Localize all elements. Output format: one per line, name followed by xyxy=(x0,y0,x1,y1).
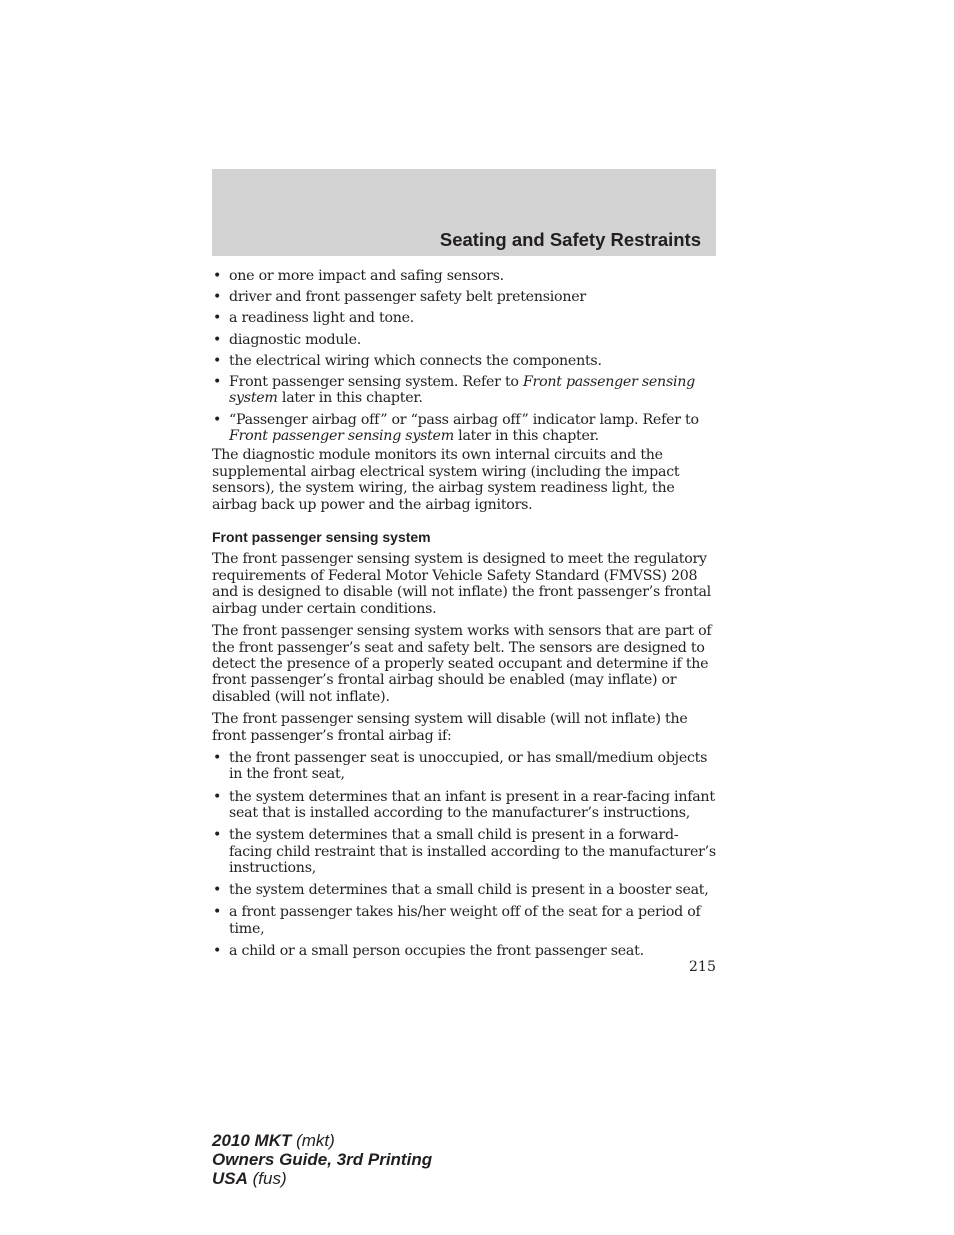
cross-reference: Front passenger sensing system xyxy=(229,374,695,407)
disable-conditions-list xyxy=(212,750,716,959)
list-item: • the front passenger seat is unoccupied, or has small/medium objects in the front seat, xyxy=(212,750,716,783)
cross-reference: Front passenger sensing system xyxy=(229,428,454,445)
section-title: Seating and Safety Restraints xyxy=(439,229,701,250)
list-item: • the system determines that an infant is present in a rear-facing infant seat that is installed according to the manufacturer’s instructions, xyxy=(212,789,716,822)
list-item: • one or more impact and safing sensors. xyxy=(212,268,716,284)
page-number: 215 xyxy=(688,959,716,975)
section-header-band xyxy=(212,169,716,256)
list-item: • a child or a small person occupies the front passenger seat. xyxy=(212,943,716,959)
list-item: • a readiness light and tone. xyxy=(212,310,716,326)
paragraph-fmvss: The front passenger sensing system is designed to meet the regulatory requirements of Federal Motor Vehicle Safety Standard (FMVSS) 208 and is designed to disable (will not inflate) the front passenger’s frontal airbag under certain conditions. xyxy=(212,551,711,617)
paragraph-disable: The front passenger sensing system will disable (will not inflate) the front passenger’s frontal airbag if: xyxy=(212,711,688,744)
list-item: • diagnostic module. xyxy=(212,332,716,348)
footer xyxy=(212,1131,432,1188)
list-item: • a front passenger takes his/her weight off of the seat for a period of time, xyxy=(212,904,716,937)
footer-line-region: USA (fus) xyxy=(212,1169,287,1188)
list-item: • the system determines that a small child is present in a booster seat, xyxy=(212,882,716,898)
list-item: • the electrical wiring which connects the components. xyxy=(212,353,716,369)
footer-line-model: 2010 MKT (mkt) xyxy=(212,1131,335,1150)
footer-line-printing: Owners Guide, 3rd Printing xyxy=(212,1150,433,1169)
page-content xyxy=(212,268,716,965)
components-list xyxy=(212,268,716,444)
paragraph-sensors: The front passenger sensing system works with sensors that are part of the front passenger’s seat and safety belt. The sensors are designed to detect the presence of a properly seated occupant and determine if the front passenger’s frontal airbag should be enabled (may inflate) or disabled (will not inflate). xyxy=(212,623,712,705)
subheading: Front passenger sensing system xyxy=(212,529,431,546)
list-item: • Front passenger sensing system. Refer to Front passenger sensing system later in this chapter. xyxy=(212,374,716,407)
list-item: • the system determines that a small child is present in a forward-facing child restraint that is installed according to the manufacturer’s instructions, xyxy=(212,827,716,876)
paragraph-diagnostic: The diagnostic module monitors its own internal circuits and the supplemental airbag electrical system wiring (including the impact sensors), the system wiring, the airbag system readiness light, the airbag back up power and the airbag ignitors. xyxy=(212,447,680,513)
list-item: • “Passenger airbag off” or “pass airbag off” indicator lamp. Refer to Front passenger sensing system later in this chapter. xyxy=(212,412,716,445)
list-item: • driver and front passenger safety belt pretensioner xyxy=(212,289,716,305)
